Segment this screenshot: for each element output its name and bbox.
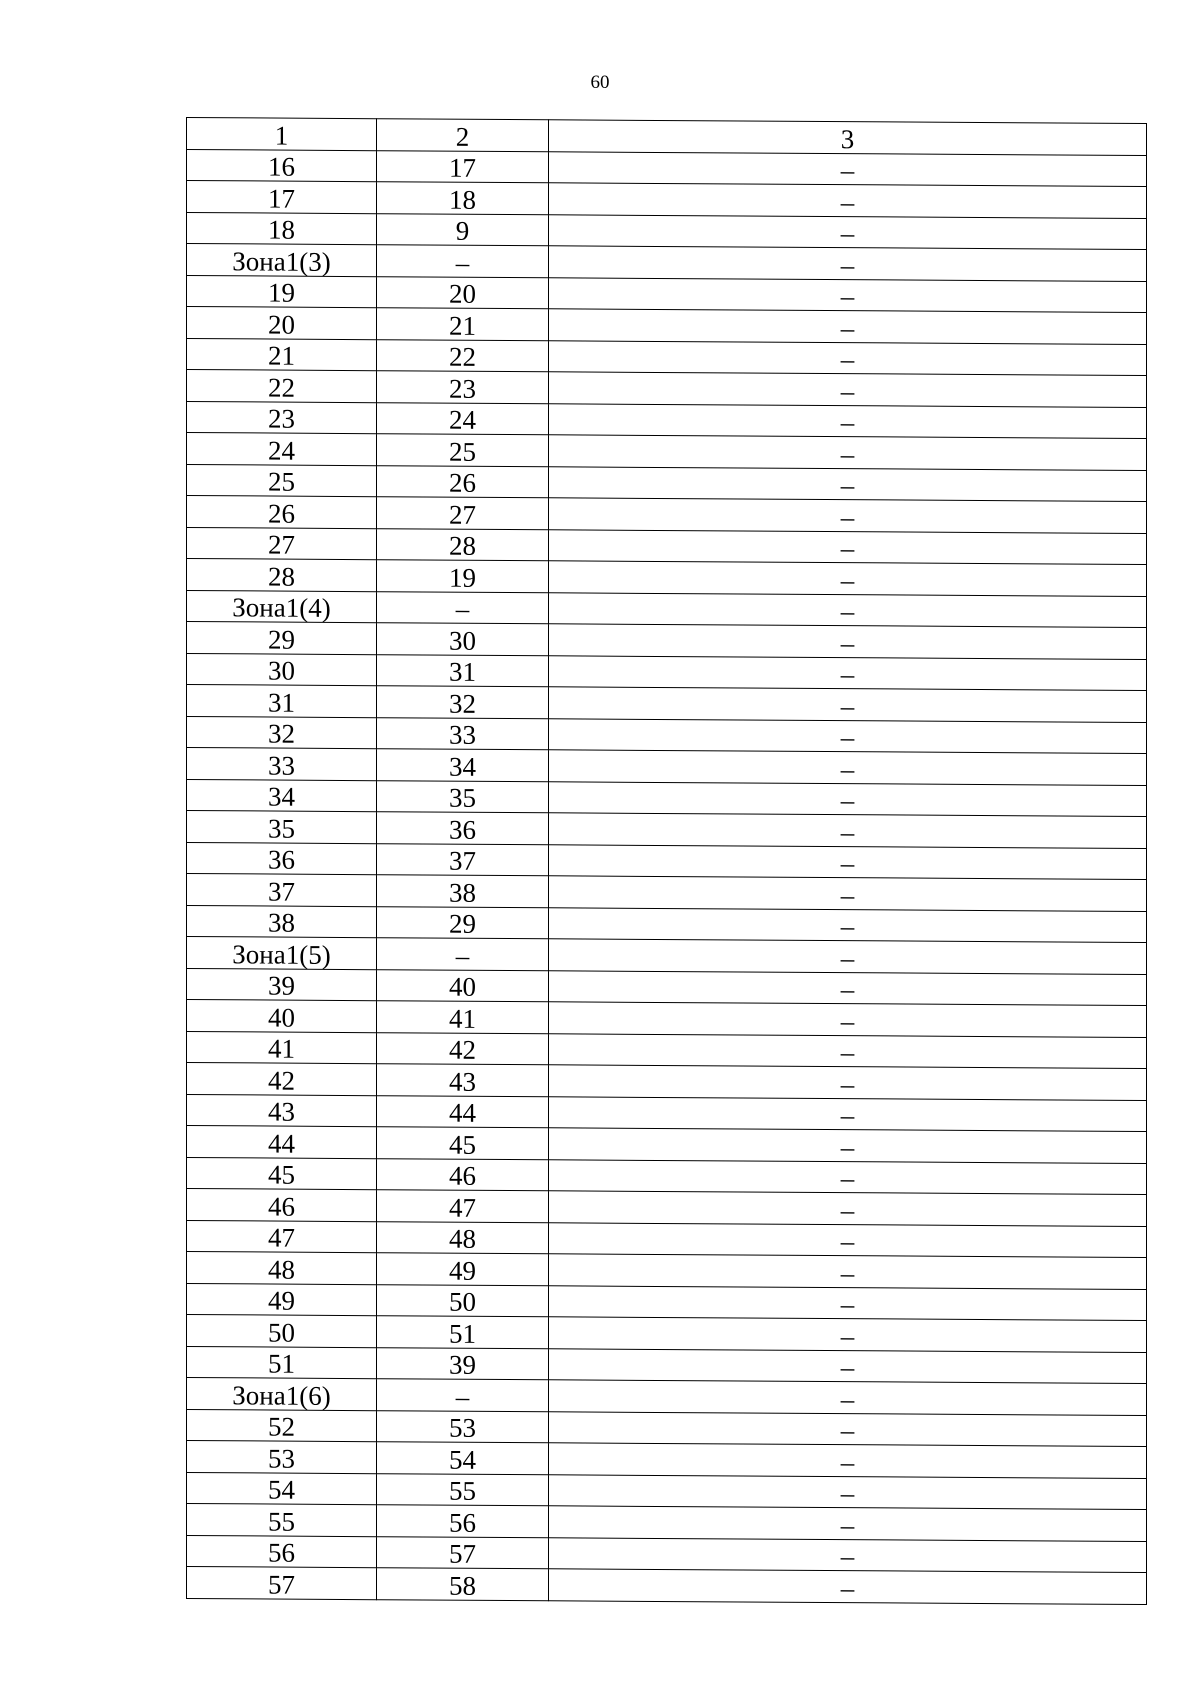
table-cell-col1: 35 [187, 811, 377, 844]
table-cell-col1: 40 [187, 1000, 377, 1033]
table-cell-col2: 34 [377, 749, 549, 782]
table-row [187, 1378, 1147, 1416]
table-cell-col3: – [549, 340, 1147, 375]
table-cell-col2: 9 [377, 213, 549, 246]
table-cell-col1: 36 [187, 842, 377, 875]
table-cell-col1: 43 [187, 1094, 377, 1127]
table-cell-col2: 21 [377, 308, 549, 341]
table-cell-col2: 18 [377, 182, 549, 215]
table-cell-col1: 29 [187, 622, 377, 655]
data-table [186, 117, 1147, 1605]
table-cell-col1: 19 [187, 275, 377, 308]
table-cell-col2: 32 [377, 686, 549, 719]
table-cell-col2: 58 [377, 1568, 549, 1601]
table-cell-col3: – [549, 781, 1147, 816]
table-cell-col3: – [549, 183, 1147, 218]
table-cell-col1: Зона1(5) [187, 937, 377, 970]
table-cell-col2: 43 [377, 1064, 549, 1097]
table-cell-col1: 44 [187, 1126, 377, 1159]
table-cell-col3: – [549, 1254, 1147, 1289]
table-cell-col3: – [549, 687, 1147, 722]
table-cell-col1: 41 [187, 1031, 377, 1064]
table-cell-col1: 25 [187, 464, 377, 497]
table-cell-col3: – [549, 372, 1147, 407]
table-cell-col1: Зона1(4) [187, 590, 377, 623]
table-cell-col3: – [549, 1002, 1147, 1037]
header-cell-col3: 3 [549, 120, 1147, 155]
table-cell-col3: – [549, 1065, 1147, 1100]
table-cell-col2: 55 [377, 1473, 549, 1506]
table-cell-col3: – [549, 718, 1147, 753]
table-cell-col1: 51 [187, 1346, 377, 1379]
table-cell-col1: 45 [187, 1157, 377, 1190]
table-cell-col2: 45 [377, 1127, 549, 1160]
table-cell-col1: 16 [187, 149, 377, 182]
table-cell-col1: 27 [187, 527, 377, 560]
table-cell-col3: – [549, 246, 1147, 281]
table-cell-col3: – [549, 1191, 1147, 1226]
header-cell-col2: 2 [377, 119, 549, 152]
table-cell-col1: 37 [187, 874, 377, 907]
table-cell-col3: – [549, 498, 1147, 533]
table-cell-col2: 19 [377, 560, 549, 593]
table-cell-col1: 23 [187, 401, 377, 434]
table-cell-col1: 26 [187, 496, 377, 529]
table-cell-col1: 21 [187, 338, 377, 371]
table-cell-col1: 32 [187, 716, 377, 749]
table-cell-col1: 20 [187, 307, 377, 340]
table-cell-col2: 22 [377, 339, 549, 372]
table-cell-col3: – [549, 1317, 1147, 1352]
table-cell-col2: 53 [377, 1410, 549, 1443]
table-cell-col1: 57 [187, 1567, 377, 1600]
table-cell-col2: 29 [377, 906, 549, 939]
table-row [187, 937, 1147, 975]
table-cell-col3: – [549, 1474, 1147, 1509]
header-cell-col1: 1 [187, 118, 377, 151]
table-cell-col3: – [549, 1159, 1147, 1194]
table-cell-col1: 55 [187, 1504, 377, 1537]
table-cell-col3: – [549, 813, 1147, 848]
table-cell-col1: 22 [187, 370, 377, 403]
table-cell-col3: – [549, 561, 1147, 596]
table-cell-col3: – [549, 466, 1147, 501]
table-cell-col2: 42 [377, 1032, 549, 1065]
table-cell-col3: – [549, 876, 1147, 911]
table-cell-col3: – [549, 939, 1147, 974]
table-cell-col3: – [549, 1096, 1147, 1131]
table-cell-col2: 49 [377, 1253, 549, 1286]
table-cell-col2: – [377, 245, 549, 278]
table-cell-col2: 57 [377, 1536, 549, 1569]
table-cell-col1: 28 [187, 559, 377, 592]
table-cell-col3: – [549, 1285, 1147, 1320]
table-cell-col1: 17 [187, 181, 377, 214]
table-cell-col1: 24 [187, 433, 377, 466]
table-cell-col2: 23 [377, 371, 549, 404]
table-cell-col2: 36 [377, 812, 549, 845]
table-cell-col3: – [549, 655, 1147, 690]
table-cell-col2: 37 [377, 843, 549, 876]
table-cell-col3: – [549, 403, 1147, 438]
table-cell-col3: – [549, 151, 1147, 186]
table-cell-col1: 30 [187, 653, 377, 686]
table-cell-col1: Зона1(6) [187, 1378, 377, 1411]
table-cell-col3: – [549, 844, 1147, 879]
table-cell-col2: 48 [377, 1221, 549, 1254]
table-cell-col3: – [549, 1033, 1147, 1068]
table-cell-col2: 35 [377, 780, 549, 813]
table-cell-col1: 38 [187, 905, 377, 938]
table-cell-col3: – [549, 1348, 1147, 1383]
table-cell-col2: 31 [377, 654, 549, 687]
table-cell-col1: 50 [187, 1315, 377, 1348]
table-cell-col3: – [549, 1506, 1147, 1541]
table-cell-col2: 54 [377, 1442, 549, 1475]
table-cell-col2: 24 [377, 402, 549, 435]
table-cell-col1: Зона1(3) [187, 244, 377, 277]
table-cell-col2: 25 [377, 434, 549, 467]
table-cell-col1: 18 [187, 212, 377, 245]
table-cell-col1: 47 [187, 1220, 377, 1253]
table-cell-col3: – [549, 1128, 1147, 1163]
table-row [187, 590, 1147, 628]
page-number: 60 [590, 72, 610, 93]
table-cell-col3: – [549, 529, 1147, 564]
table-cell-col2: 20 [377, 276, 549, 309]
table-cell-col1: 33 [187, 748, 377, 781]
table-cell-col2: 47 [377, 1190, 549, 1223]
table-cell-col3: – [549, 907, 1147, 942]
table-cell-col3: – [549, 1380, 1147, 1415]
table-cell-col2: 39 [377, 1347, 549, 1380]
table-cell-col2: 28 [377, 528, 549, 561]
table-cell-col2: 56 [377, 1505, 549, 1538]
table-cell-col3: – [549, 1443, 1147, 1478]
table-cell-col3: – [549, 1411, 1147, 1446]
table-cell-col3: – [549, 970, 1147, 1005]
table-cell-col3: – [549, 1537, 1147, 1572]
table-cell-col2: 40 [377, 969, 549, 1002]
table-cell-col2: – [377, 1379, 549, 1412]
table-row [187, 244, 1147, 282]
table-cell-col3: – [549, 435, 1147, 470]
table-cell-col2: 26 [377, 465, 549, 498]
table-cell-col1: 49 [187, 1283, 377, 1316]
table-cell-col1: 52 [187, 1409, 377, 1442]
table-cell-col2: – [377, 591, 549, 624]
table-cell-col1: 39 [187, 968, 377, 1001]
table-cell-col2: 51 [377, 1316, 549, 1349]
table-cell-col1: 46 [187, 1189, 377, 1222]
table-cell-col2: 44 [377, 1095, 549, 1128]
table-cell-col1: 56 [187, 1535, 377, 1568]
table-row [187, 1567, 1147, 1605]
table-cell-col1: 53 [187, 1441, 377, 1474]
table-cell-col3: – [549, 309, 1147, 344]
table-cell-col2: 30 [377, 623, 549, 656]
table-cell-col3: – [549, 750, 1147, 785]
table-cell-col3: – [549, 1569, 1147, 1604]
table-cell-col3: – [549, 592, 1147, 627]
table-cell-col1: 31 [187, 685, 377, 718]
table-cell-col2: – [377, 938, 549, 971]
table-cell-col1: 54 [187, 1472, 377, 1505]
table-cell-col2: 17 [377, 150, 549, 183]
table-cell-col1: 42 [187, 1063, 377, 1096]
table-cell-col2: 41 [377, 1001, 549, 1034]
table-cell-col2: 46 [377, 1158, 549, 1191]
table-cell-col2: 33 [377, 717, 549, 750]
table-cell-col3: – [549, 214, 1147, 249]
table-cell-col2: 38 [377, 875, 549, 908]
table-cell-col2: 27 [377, 497, 549, 530]
table-cell-col3: – [549, 624, 1147, 659]
table-cell-col1: 34 [187, 779, 377, 812]
table-body [187, 118, 1147, 1605]
table-cell-col3: – [549, 277, 1147, 312]
table-cell-col2: 50 [377, 1284, 549, 1317]
table-cell-col1: 48 [187, 1252, 377, 1285]
table-cell-col3: – [549, 1222, 1147, 1257]
